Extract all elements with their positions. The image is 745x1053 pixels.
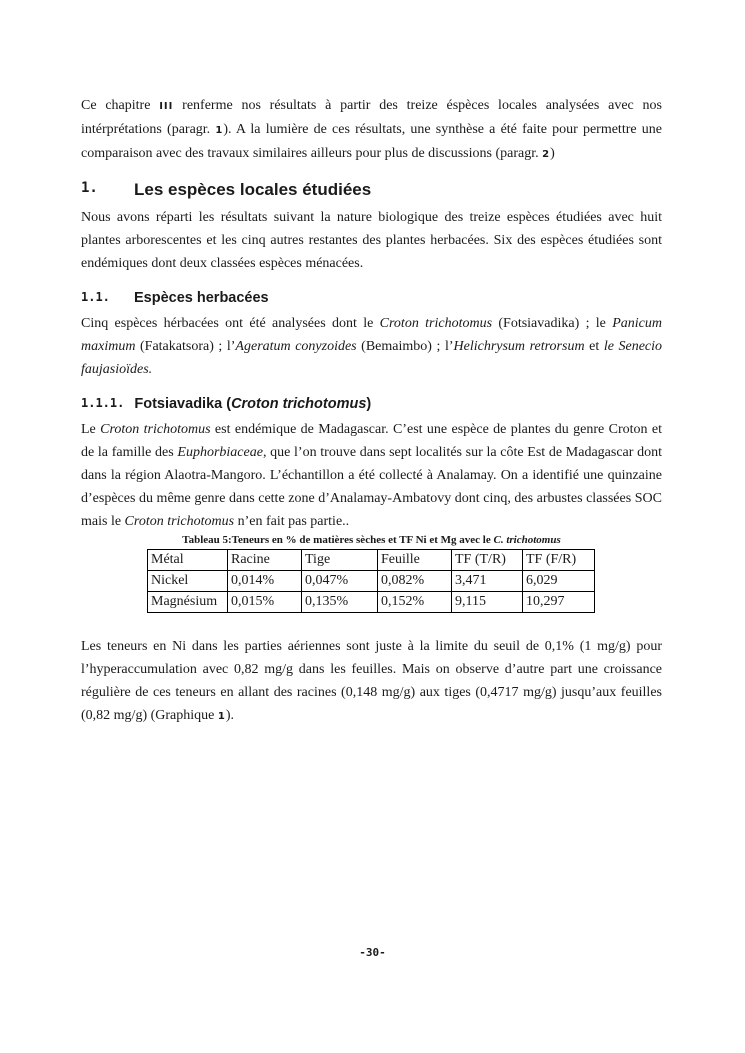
intro-text: renferme nos résultats à partir des treize éspèces locales analysées avec nos intérprétations (paragr. bbox=[81, 98, 662, 137]
chapter-number: III bbox=[159, 101, 174, 112]
conclusion-paragraph bbox=[81, 635, 662, 728]
section-title: Les espèces locales étudiées bbox=[134, 180, 372, 199]
text-run: (Fotsiavadika) ; le bbox=[492, 316, 613, 331]
paragraph-reference: 2 bbox=[542, 149, 551, 160]
table-cell: 10,297 bbox=[523, 592, 595, 613]
table-cell: 0,082% bbox=[378, 571, 452, 592]
species-name: Helichrysum retrorsum bbox=[453, 339, 585, 354]
text-run: , que l’on trouve dans sept localités sur la côte Est de Madagascar dont dans la région Alaotra-Mangoro. L’échantillon a été collecté à Analamay. On a identifié une quinzaine d’espèces du même genre dans cette zone d’Analamay-Ambatovy dont cinq, des arbustes classées SOC mais le bbox=[81, 445, 662, 529]
text-run: Cinq espèces hérbacées ont été analysées dont le bbox=[81, 316, 380, 331]
column-header: TF (T/R) bbox=[452, 550, 523, 571]
table-row bbox=[148, 592, 595, 613]
subsubsection-heading bbox=[81, 396, 662, 412]
document-page bbox=[81, 94, 662, 728]
column-header: Racine bbox=[228, 550, 302, 571]
species-name: Panicum maximum bbox=[81, 316, 662, 354]
subsection-paragraph bbox=[81, 312, 662, 381]
intro-text: ). A la lumière de ces résultats, une synthèse a été faite pour permettre une comparaison avec des travaux similaires ailleurs pour plus de discussions (paragr. bbox=[81, 122, 662, 161]
species-name: Croton trichotomus bbox=[124, 514, 235, 529]
table-cell: 0,014% bbox=[228, 571, 302, 592]
subsection-heading bbox=[81, 290, 662, 306]
table-caption bbox=[81, 533, 662, 547]
family-name: Euphorbiaceae bbox=[177, 445, 263, 460]
subsubsection-paragraph bbox=[81, 418, 662, 533]
text-run: Tableau 5:Teneurs en % de matières sèches et TF Ni et Mg avec le bbox=[182, 534, 494, 546]
column-header: TF (F/R) bbox=[523, 550, 595, 571]
spacer bbox=[81, 613, 662, 635]
graph-reference: 1 bbox=[217, 711, 226, 722]
text-run: ) bbox=[366, 396, 372, 412]
text-run: Le bbox=[81, 422, 101, 437]
text-run: (Bemaimbo) ; l’ bbox=[356, 339, 454, 354]
page-number: -30- bbox=[359, 946, 386, 959]
subsection-number: 1.1. bbox=[81, 290, 110, 304]
table-cell: 3,471 bbox=[452, 571, 523, 592]
text-run: est endémique de Madagascar. C’est une espèce de plantes du genre Croton et de la famille des bbox=[81, 422, 662, 460]
table-cell: 0,152% bbox=[378, 592, 452, 613]
text-run: (Fatakatsora) ; l’ bbox=[135, 339, 236, 354]
table-row bbox=[148, 571, 595, 592]
paragraph-reference: 1 bbox=[215, 125, 224, 136]
text-run: Fotsiavadika ( bbox=[134, 396, 232, 412]
table-cell: 0,015% bbox=[228, 592, 302, 613]
intro-paragraph bbox=[81, 94, 662, 166]
species-name: Ageratum conyzoides bbox=[235, 339, 357, 354]
section-heading bbox=[81, 180, 662, 200]
text-run: n’en fait pas partie.. bbox=[234, 514, 350, 529]
species-name: Croton trichotomus bbox=[379, 316, 493, 331]
column-header: Métal bbox=[148, 550, 228, 571]
table-cell: 6,029 bbox=[523, 571, 595, 592]
subsubsection-title bbox=[134, 396, 371, 412]
table-cell: 9,115 bbox=[452, 592, 523, 613]
section-number: 1. bbox=[81, 180, 98, 196]
text-run: et bbox=[584, 339, 604, 354]
column-header: Feuille bbox=[378, 550, 452, 571]
table-cell: 0,135% bbox=[302, 592, 378, 613]
intro-text: Ce chapitre bbox=[81, 98, 160, 113]
column-header: Tige bbox=[302, 550, 378, 571]
species-name: Croton trichotomus bbox=[231, 396, 367, 412]
text-run: ). bbox=[225, 708, 234, 723]
intro-text: ) bbox=[550, 146, 555, 161]
subsection-title: Espèces herbacées bbox=[134, 290, 269, 306]
section-paragraph: Nous avons réparti les résultats suivant la nature biologique des treize espèces étudiées avec huit plantes arborescentes et les cinq autres restantes des plantes herbacées. Six des espèces étudiées sont endémiques dont deux classées espèces ménacées. bbox=[81, 210, 662, 271]
table-cell: Magnésium bbox=[148, 592, 228, 613]
species-name: Croton trichotomus bbox=[100, 422, 211, 437]
species-name: le Senecio faujasioïdes. bbox=[81, 339, 663, 377]
subsubsection-number: 1.1.1. bbox=[81, 396, 125, 410]
text-run: Les teneurs en Ni dans les parties aériennes sont juste à la limite du seuil de 0,1% (1 mg/g) pour l’hyperaccumulation avec 0,82 mg/g dans les feuilles. Mais on observe d’autre part une croissance régulière de ces teneurs en allant des racines (0,148 mg/g) aux tiges (0,4717 mg/g) jusqu’aux feuilles (0,82 mg/g) (Graphique bbox=[81, 639, 662, 723]
species-name: C. trichotomus bbox=[493, 534, 561, 546]
table-header-row bbox=[148, 550, 595, 571]
data-table bbox=[147, 549, 595, 613]
table-cell: 0,047% bbox=[302, 571, 378, 592]
table-cell: Nickel bbox=[148, 571, 228, 592]
